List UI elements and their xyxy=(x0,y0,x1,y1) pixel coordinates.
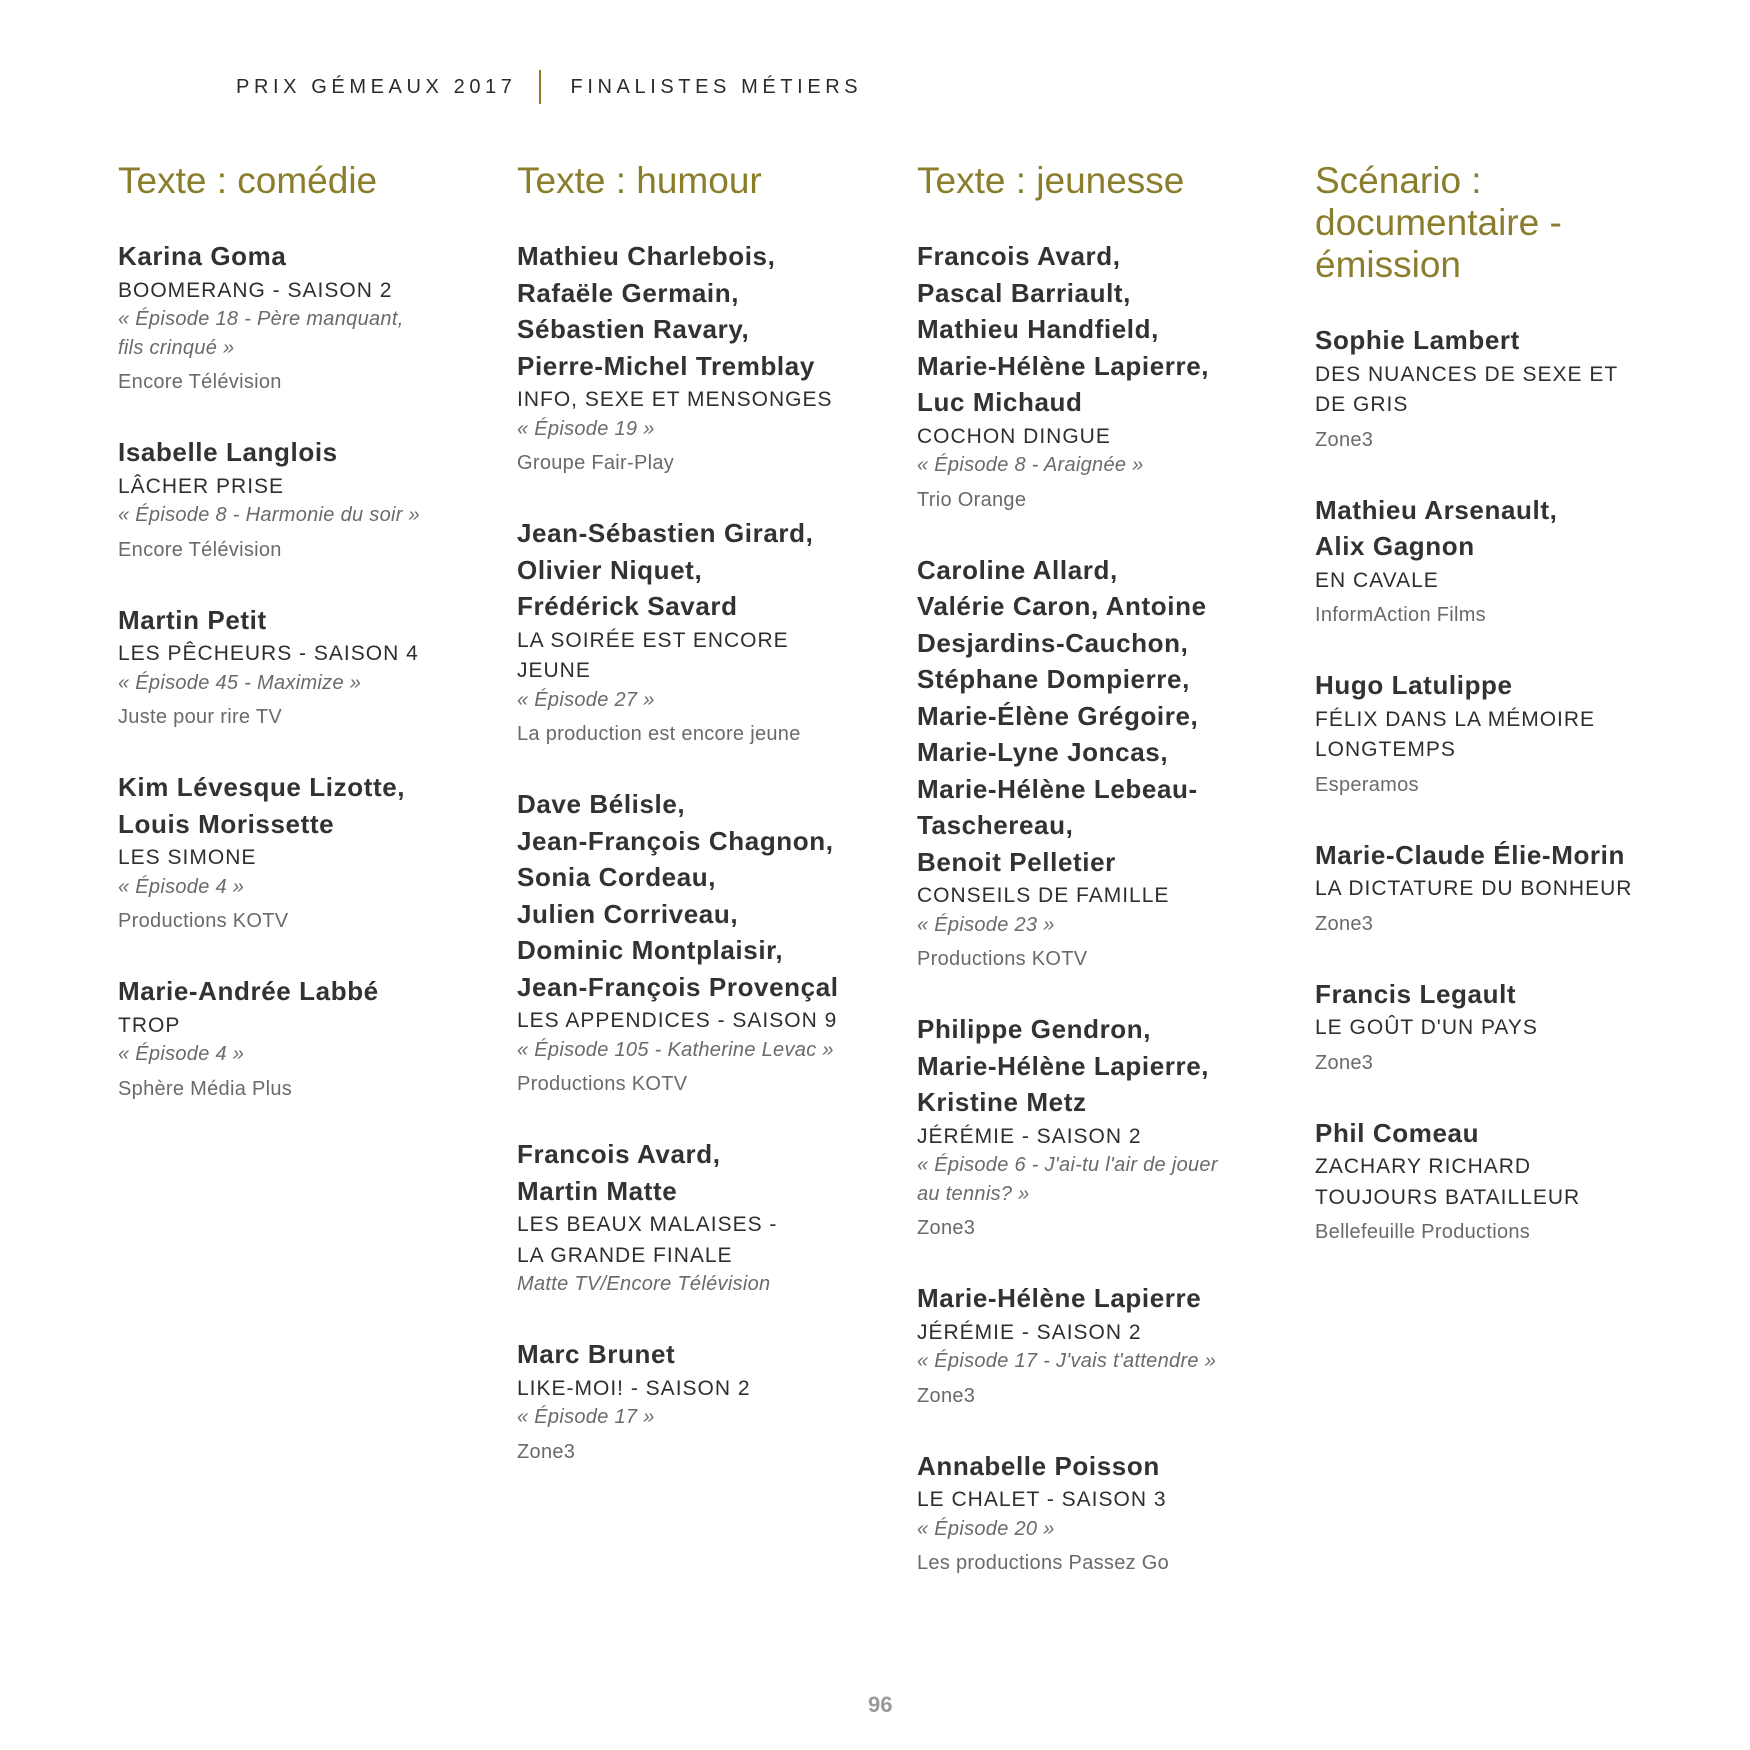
show-title: LES BEAUX MALAISES - xyxy=(517,1213,778,1236)
episode-title: « Épisode 8 - Harmonie du soir » xyxy=(118,504,420,526)
finalist-entry xyxy=(118,238,478,396)
finalist-names: Karina Goma xyxy=(118,241,287,271)
finalist-names: Olivier Niquet, xyxy=(517,554,703,585)
show-title: ZACHARY RICHARD xyxy=(1315,1155,1532,1178)
show-title: COCHON DINGUE xyxy=(917,424,1111,448)
finalist-names: Francois Avard, xyxy=(917,241,1121,271)
finalist-names: Mathieu Arsenault, xyxy=(1315,494,1558,525)
show-title: CONSEILS DE FAMILLE xyxy=(917,884,1170,907)
show-title: LA SOIRÉE EST ENCORE xyxy=(517,628,789,652)
episode-title: « Épisode 8 - Araignée » xyxy=(917,454,1144,476)
show-title: JÉRÉMIE - SAISON 2 xyxy=(917,1320,1142,1344)
show-title: LE GOÛT D'UN PAYS xyxy=(1315,1016,1538,1039)
finalist-names: Desjardins-Cauchon, xyxy=(917,627,1189,658)
category-column-comedie xyxy=(118,160,478,1141)
production-company: Zone3 xyxy=(517,1440,576,1463)
category-column-jeunesse xyxy=(917,160,1277,1615)
finalist-names: Jean-François Provençal xyxy=(517,971,839,1002)
finalist-names: Valérie Caron, Antoine xyxy=(917,591,1207,621)
production-company: Sphère Média Plus xyxy=(118,1077,293,1100)
finalist-names: Hugo Latulippe xyxy=(1315,670,1513,700)
finalist-entry xyxy=(917,1011,1277,1242)
finalist-entry xyxy=(917,1448,1277,1578)
show-title: TROP xyxy=(118,1013,181,1037)
finalist-entry xyxy=(917,1280,1277,1410)
episode-title: « Épisode 27 » xyxy=(517,688,655,711)
episode-title: « Épisode 45 - Maximize » xyxy=(118,671,362,694)
finalist-names: Marc Brunet xyxy=(517,1339,676,1369)
episode-title: au tennis? » xyxy=(917,1182,1030,1205)
finalist-names: Martin Matte xyxy=(517,1175,678,1206)
show-title: DE GRIS xyxy=(1315,393,1409,416)
production-company: Groupe Fair-Play xyxy=(517,452,675,474)
finalist-names: Frédérick Savard xyxy=(517,591,738,621)
finalist-names: Dave Bélisle, xyxy=(517,789,686,819)
finalist-names: Marie-Élène Grégoire, xyxy=(917,700,1199,731)
production-company: Productions KOTV xyxy=(118,910,289,932)
production-company: Zone3 xyxy=(917,1384,976,1407)
finalist-entry xyxy=(917,552,1277,974)
episode-title: « Épisode 17 » xyxy=(517,1406,655,1428)
finalist-names: Marie-Andrée Labbé xyxy=(118,976,379,1006)
finalist-names: Dominic Montplaisir, xyxy=(517,935,784,965)
production-company: InformAction Films xyxy=(1315,604,1486,626)
show-title: LES APPENDICES - SAISON 9 xyxy=(517,1009,838,1032)
finalist-names: Sébastien Ravary, xyxy=(517,314,750,344)
finalist-names: Kristine Metz xyxy=(917,1087,1087,1117)
finalist-names: Marie-Hélène Lebeau- xyxy=(917,773,1198,804)
production-company: Les productions Passez Go xyxy=(917,1552,1170,1574)
publication-title: PRIX GÉMEAUX 2017 xyxy=(236,75,517,98)
finalist-names: Jean-Sébastien Girard, xyxy=(517,518,814,548)
finalist-entry xyxy=(1315,837,1675,938)
production-company: Encore Télévision xyxy=(118,538,282,561)
finalist-names: Francis Legault xyxy=(1315,978,1517,1009)
production-company: Matte TV/Encore Télévision xyxy=(517,1273,771,1295)
production-company: Zone3 xyxy=(1315,1051,1374,1074)
finalist-names: Mathieu Handfield, xyxy=(917,314,1159,344)
episode-title: fils crinqué » xyxy=(118,336,235,359)
finalist-entry xyxy=(517,1336,877,1466)
finalist-names: Martin Petit xyxy=(118,604,267,635)
finalist-entry xyxy=(1315,1115,1675,1247)
episode-title: « Épisode 105 - Katherine Levac » xyxy=(517,1038,834,1061)
show-title: LE CHALET - SAISON 3 xyxy=(917,1488,1167,1511)
finalist-names: Phil Comeau xyxy=(1315,1117,1480,1148)
production-company: Esperamos xyxy=(1315,773,1419,796)
finalist-entry xyxy=(517,786,877,1098)
production-company: Bellefeuille Productions xyxy=(1315,1221,1531,1243)
show-title: LA GRANDE FINALE xyxy=(517,1243,733,1267)
finalist-names: Mathieu Charlebois, xyxy=(517,241,776,271)
production-company: Trio Orange xyxy=(917,488,1027,511)
finalist-entry xyxy=(118,434,478,564)
finalist-entry xyxy=(517,1136,877,1298)
finalist-names: Rafaële Germain, xyxy=(517,277,740,308)
production-company: Productions KOTV xyxy=(917,948,1088,970)
category-title: Texte : humour xyxy=(517,160,762,201)
production-company: Zone3 xyxy=(917,1217,976,1239)
finalist-names: Francois Avard, xyxy=(517,1139,721,1169)
finalist-names: Isabelle Langlois xyxy=(118,437,338,467)
category-column-documentaire xyxy=(1315,160,1675,1284)
episode-title: « Épisode 17 - J'vais t'attendre » xyxy=(917,1350,1217,1372)
show-title: LONGTEMPS xyxy=(1315,738,1456,761)
episode-title: « Épisode 18 - Père manquant, xyxy=(118,308,404,330)
show-title: LIKE-MOI! - SAISON 2 xyxy=(517,1376,751,1400)
finalist-names: Jean-François Chagnon, xyxy=(517,825,834,856)
production-company: La production est encore jeune xyxy=(517,723,801,745)
finalist-entry xyxy=(118,602,478,732)
finalist-names: Stéphane Dompierre, xyxy=(917,664,1190,694)
finalist-entry xyxy=(1315,667,1675,799)
production-company: Zone3 xyxy=(1315,912,1374,935)
finalist-entry xyxy=(917,238,1277,514)
episode-title: « Épisode 4 » xyxy=(118,875,245,898)
finalist-names: Pierre-Michel Tremblay xyxy=(517,350,815,381)
finalist-entry xyxy=(517,238,877,477)
finalist-names: Sonia Cordeau, xyxy=(517,862,717,892)
production-company: Zone3 xyxy=(1315,428,1374,451)
finalist-names: Pascal Barriault, xyxy=(917,277,1131,308)
finalist-names: Alix Gagnon xyxy=(1315,531,1475,561)
show-title: EN CAVALE xyxy=(1315,568,1439,592)
finalist-names: Marie-Lyne Joncas, xyxy=(917,737,1169,767)
show-title: JÉRÉMIE - SAISON 2 xyxy=(917,1124,1142,1148)
category-title-line: documentaire - xyxy=(1315,202,1562,243)
episode-title: « Épisode 6 - J'ai-tu l'air de jouer xyxy=(917,1154,1218,1176)
show-title: DES NUANCES DE SEXE ET xyxy=(1315,362,1619,386)
production-company: Productions KOTV xyxy=(517,1073,688,1095)
finalist-entry xyxy=(517,515,877,748)
episode-title: « Épisode 19 » xyxy=(517,417,655,440)
finalist-names: Annabelle Poisson xyxy=(917,1450,1160,1481)
show-title: JEUNE xyxy=(517,659,591,682)
finalist-entry xyxy=(1315,492,1675,630)
show-title: TOUJOURS BATAILLEUR xyxy=(1315,1185,1581,1209)
episode-title: « Épisode 4 » xyxy=(118,1043,245,1065)
category-title xyxy=(1315,160,1675,286)
finalist-entry xyxy=(118,769,478,935)
show-title: LA DICTATURE DU BONHEUR xyxy=(1315,877,1633,900)
header-divider xyxy=(539,70,541,104)
finalist-entry xyxy=(118,973,478,1103)
finalist-names: Philippe Gendron, xyxy=(917,1014,1152,1044)
finalist-names: Marie-Hélène Lapierre, xyxy=(917,1050,1210,1081)
show-title: BOOMERANG - SAISON 2 xyxy=(118,278,393,302)
production-company: Juste pour rire TV xyxy=(118,706,282,728)
category-title: Texte : jeunesse xyxy=(917,160,1185,201)
finalist-entry xyxy=(1315,322,1675,454)
category-column-humour xyxy=(517,160,877,1504)
show-title: INFO, SEXE ET MENSONGES xyxy=(517,388,833,411)
finalist-names: Benoit Pelletier xyxy=(917,846,1116,877)
episode-title: « Épisode 23 » xyxy=(917,913,1055,936)
finalist-names: Marie-Claude Élie-Morin xyxy=(1315,839,1625,870)
finalist-entry xyxy=(1315,976,1675,1077)
running-header xyxy=(236,70,862,104)
finalist-names: Kim Lévesque Lizotte, xyxy=(118,772,406,802)
category-title-line: émission xyxy=(1315,244,1461,285)
show-title: FÉLIX DANS LA MÉMOIRE xyxy=(1315,707,1596,731)
show-title: LES SIMONE xyxy=(118,846,257,869)
finalist-names: Sophie Lambert xyxy=(1315,325,1520,355)
production-company: Encore Télévision xyxy=(118,371,282,393)
category-title-line: Scénario : xyxy=(1315,160,1482,201)
show-title: LES PÊCHEURS - SAISON 4 xyxy=(118,642,419,665)
finalist-names: Julien Corriveau, xyxy=(517,898,739,929)
category-title: Texte : comédie xyxy=(118,160,378,201)
section-title: FINALISTES MÉTIERS xyxy=(570,75,863,98)
page-number: 96 xyxy=(868,1692,893,1717)
finalist-names: Taschereau, xyxy=(917,810,1074,840)
finalist-names: Marie-Hélène Lapierre, xyxy=(917,350,1210,381)
finalist-names: Louis Morissette xyxy=(118,808,335,839)
finalist-names: Marie-Hélène Lapierre xyxy=(917,1283,1202,1313)
finalist-names: Luc Michaud xyxy=(917,387,1083,417)
show-title: LÂCHER PRISE xyxy=(118,474,285,498)
finalist-names: Caroline Allard, xyxy=(917,554,1118,585)
episode-title: « Épisode 20 » xyxy=(917,1517,1055,1540)
